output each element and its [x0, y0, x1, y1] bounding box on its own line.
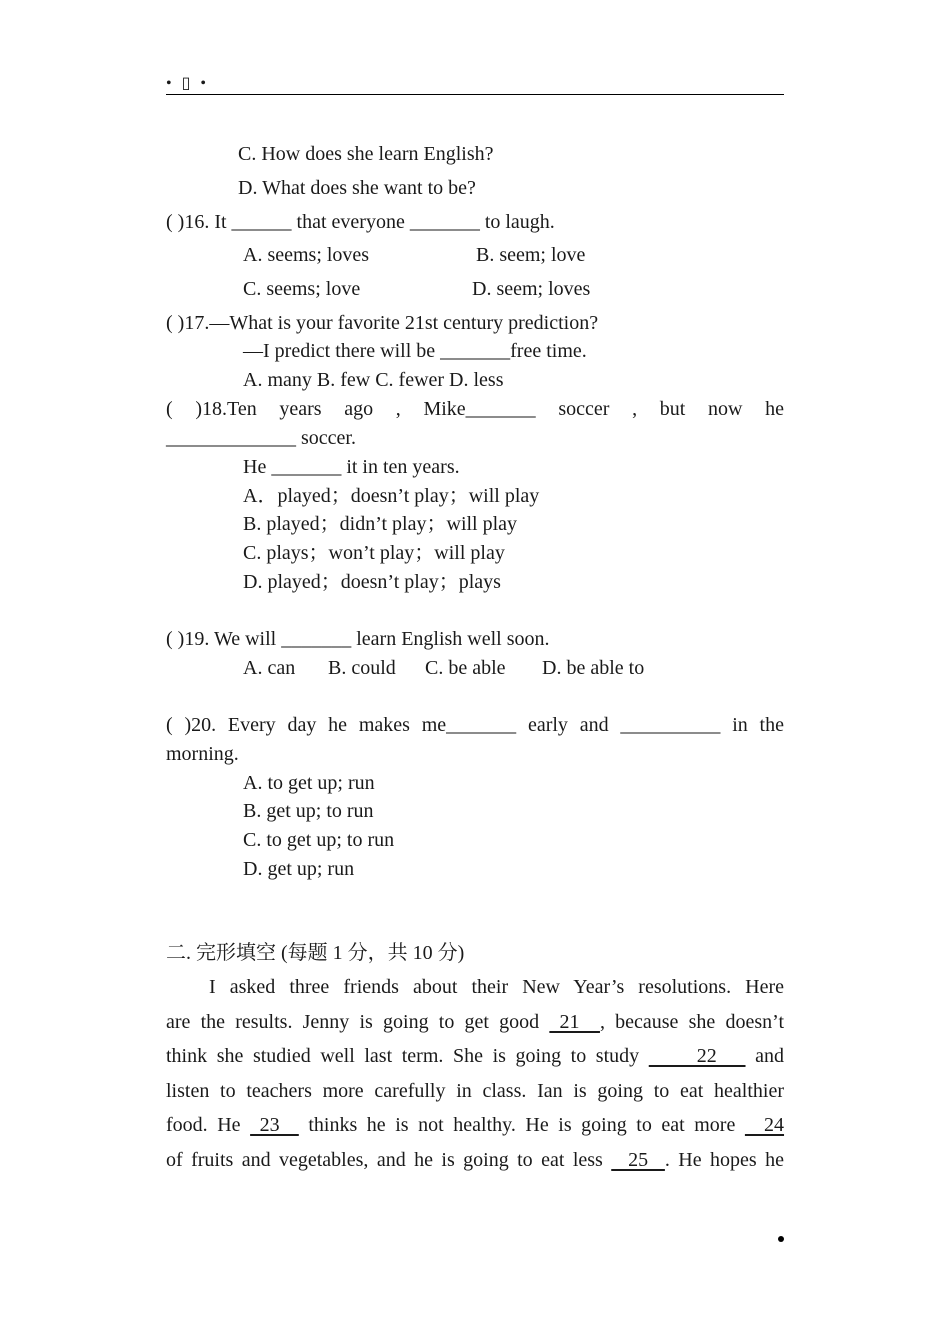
- q17-stem: ( )17.—What is your favorite 21st century prediction?: [166, 312, 599, 334]
- q16-option-a: A. seems; loves: [243, 244, 370, 266]
- q19-option-c: C. be able: [425, 657, 506, 679]
- passage-text: are the results. Jenny is going to get good: [166, 1010, 550, 1033]
- q17-options: A. many B. few C. fewer D. less: [243, 369, 504, 391]
- q20-option-d: D. get up; run: [243, 858, 355, 880]
- q18-option-c: C. plays；won’t play；will play: [243, 542, 505, 564]
- blank-23: 23: [250, 1114, 299, 1137]
- header-glyphs: • ▯ •: [166, 75, 210, 92]
- passage-text: , because she doesn’t: [599, 1010, 785, 1033]
- passage-text: of fruits and vegetables, and he is going to eat less: [166, 1148, 612, 1171]
- q16-option-d: D. seem; loves: [472, 278, 591, 300]
- blank-25: 25: [611, 1148, 665, 1171]
- q19-stem: ( )19. We will _______ learn English well soon.: [166, 628, 550, 650]
- passage-text: and: [745, 1045, 784, 1068]
- q20-option-c: C. to get up; to run: [243, 829, 395, 851]
- section-title: 二. 完形填空 (每题 1 分，共 10 分): [166, 942, 465, 964]
- blank-21: 21: [549, 1010, 600, 1033]
- q19-option-d: D. be able to: [542, 657, 645, 679]
- passage-text: . He hopes he: [664, 1148, 784, 1171]
- passage-text: food. He: [166, 1114, 251, 1137]
- q18-option-b: B. played；didn’t play；will play: [243, 513, 518, 535]
- q16-stem: ( )16. It ______ that everyone _______ to laugh.: [166, 211, 555, 233]
- passage-line-3: [166, 1039, 784, 1074]
- q19-option-b: B. could: [328, 657, 396, 679]
- blank-22: 22: [648, 1045, 746, 1068]
- q20-stem-line1: ( )20. Every day he makes me_______ early and __________ in the: [166, 714, 784, 736]
- q18-stem-line1: ( )18.Ten years ago , Mike_______ soccer , but now he: [166, 398, 784, 420]
- header-rule: [166, 94, 784, 95]
- q16-option-c: C. seems; love: [243, 278, 361, 300]
- q20-option-b: B. get up; to run: [243, 800, 374, 822]
- passage-text: think she studied well last term. She is going to study: [166, 1045, 649, 1068]
- passage-line-2: [166, 1005, 784, 1040]
- passage-line-1: I asked three friends about their New Year’s resolutions. Here: [209, 976, 784, 998]
- q20-stem-line2: morning.: [166, 743, 239, 765]
- passage-line-5: [166, 1108, 784, 1143]
- q15-option-d: D. What does she want to be?: [238, 177, 476, 199]
- q20-option-a: A. to get up; run: [243, 772, 375, 794]
- blank-24: 24: [744, 1114, 785, 1137]
- q18-stem-line2: _____________ soccer.: [166, 427, 356, 449]
- q18-option-d: D. played；doesn’t play；plays: [243, 571, 501, 593]
- q18-stem-line3: He _______ it in ten years.: [243, 456, 460, 478]
- q15-option-c: C. How does she learn English?: [238, 143, 494, 165]
- q18-option-a: A．played；doesn’t play；will play: [243, 485, 540, 507]
- page-header: [166, 74, 784, 96]
- passage-line-6: [166, 1143, 784, 1178]
- q16-option-b: B. seem; love: [476, 244, 586, 266]
- q19-option-a: A. can: [243, 657, 296, 679]
- q17-reply: —I predict there will be _______free time.: [243, 340, 587, 362]
- passage-text: thinks he is not healthy. He is going to eat more: [298, 1114, 745, 1137]
- cloze-passage: [166, 970, 784, 1178]
- passage-line-4: listen to teachers more carefully in class. Ian is going to eat healthier: [166, 1079, 784, 1102]
- footer-dot: [778, 1236, 784, 1242]
